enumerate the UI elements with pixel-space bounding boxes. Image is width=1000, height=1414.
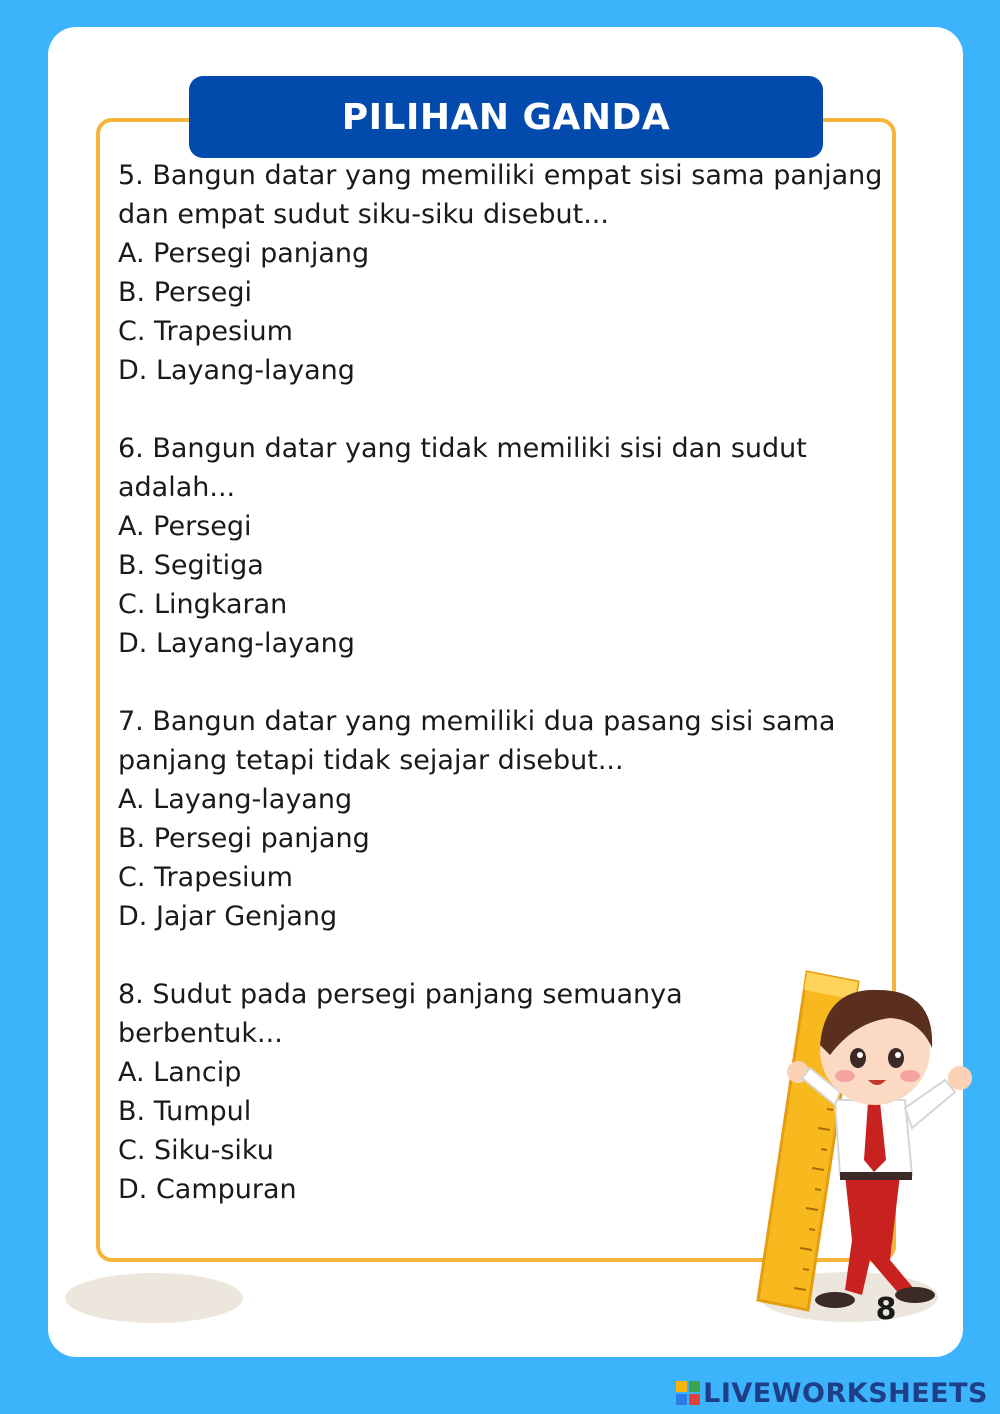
question-5 [118, 156, 888, 390]
brand-watermark [676, 1378, 988, 1408]
option-a[interactable]: A. Persegi [118, 511, 252, 542]
question-text: 5. Bangun datar yang memiliki empat sisi sama panjang dan empat sudut siku-siku disebut... [118, 160, 883, 230]
question-6 [118, 429, 888, 663]
option-d[interactable]: D. Campuran [118, 1174, 297, 1205]
option-c[interactable]: C. Siku-siku [118, 1135, 274, 1166]
question-7 [118, 702, 888, 936]
question-text: 6. Bangun datar yang tidak memiliki sisi dan sudut adalah... [118, 433, 807, 503]
decorative-ellipse-left [65, 1273, 243, 1323]
option-b[interactable]: B. Persegi panjang [118, 823, 370, 854]
option-d[interactable]: D. Layang-layang [118, 628, 355, 659]
option-a[interactable]: A. Layang-layang [118, 784, 353, 815]
option-b[interactable]: B. Segitiga [118, 550, 264, 581]
question-text: 7. Bangun datar yang memiliki dua pasang sisi sama panjang tetapi tidak sejajar disebut... [118, 706, 836, 776]
question-text: 8. Sudut pada persegi panjang semuanya berbentuk... [118, 979, 683, 1049]
title-banner [189, 76, 823, 158]
page-title: PILIHAN GANDA [341, 96, 671, 138]
option-d[interactable]: D. Layang-layang [118, 355, 355, 386]
brand-name: LIVEWORKSHEETS [703, 1377, 988, 1409]
option-a[interactable]: A. Lancip [118, 1057, 242, 1088]
option-c[interactable]: C. Trapesium [118, 862, 293, 893]
option-a[interactable]: A. Persegi panjang [118, 238, 370, 269]
page-number: 8 [875, 1292, 897, 1327]
option-c[interactable]: C. Lingkaran [118, 589, 288, 620]
option-b[interactable]: B. Persegi [118, 277, 253, 308]
option-d[interactable]: D. Jajar Genjang [118, 901, 338, 932]
option-b[interactable]: B. Tumpul [118, 1096, 252, 1127]
student-with-ruler-illustration [740, 960, 1000, 1320]
liveworksheets-logo-icon [676, 1381, 700, 1405]
option-c[interactable]: C. Trapesium [118, 316, 293, 347]
